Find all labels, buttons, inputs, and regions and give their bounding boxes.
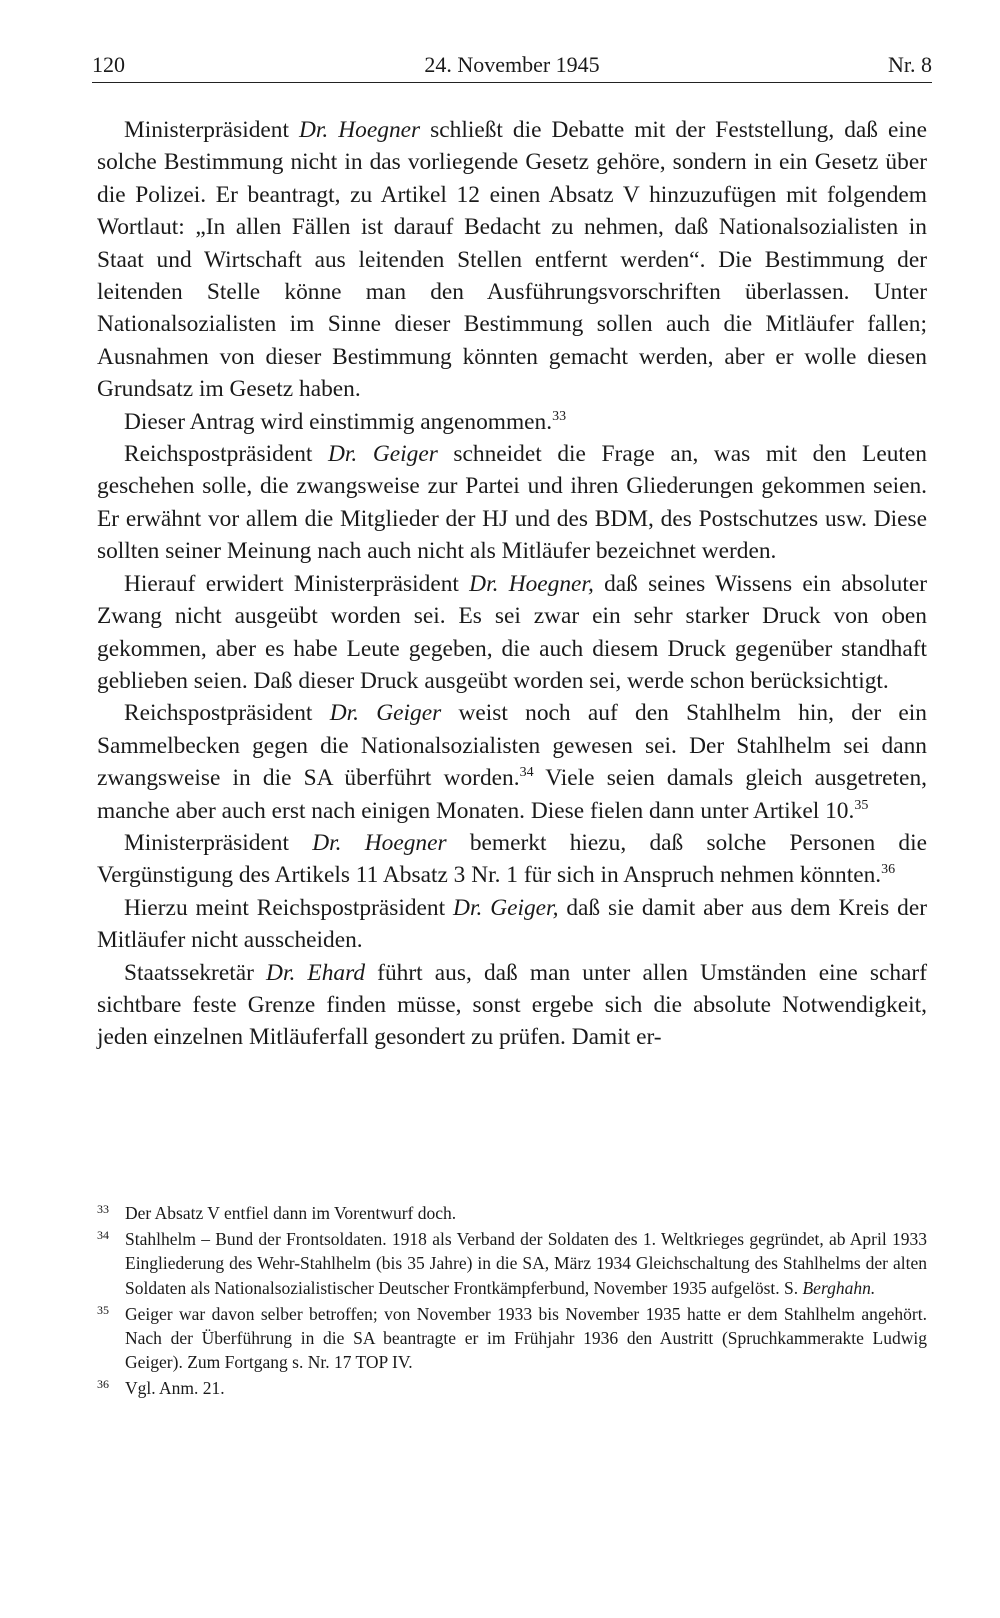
footnotes <box>97 1201 927 1403</box>
text-run: weist noch auf den Stahlhelm hin, der ein Sammelbecken gegen die Nationalsozialisten gewesen sei. Der Stahlhelm sei dann zwangsweise in die SA überführt worden. <box>97 700 927 792</box>
page-number: 120 <box>92 52 125 77</box>
person-name: Dr. Ehard <box>266 959 366 986</box>
footnote-number: 35 <box>97 1302 109 1317</box>
document-number: Nr. 8 <box>888 52 932 77</box>
person-name: Dr. Geiger <box>329 700 442 727</box>
text-run: schneidet die Frage an, was mit den Leuten geschehen solle, die zwangsweise zur Partei und ihren Gliederungen gekommen seien. Er erwähnt vor allem die Mitglieder der HJ und des BDM, des Postschutzes usw. Diese sollten seiner Meinung nach auch nicht als Mitläufer bezeichnet werden. <box>97 441 927 565</box>
footnote <box>97 1376 927 1400</box>
paragraph <box>97 438 927 568</box>
text-run: Hierauf erwidert Ministerpräsident <box>124 570 470 597</box>
footnote <box>97 1201 927 1225</box>
footnote-reference: 34 <box>519 765 534 781</box>
paragraph <box>97 892 927 957</box>
text-run: Vgl. Anm. 21. <box>125 1378 225 1399</box>
person-name: Dr. Geiger, <box>453 894 559 921</box>
text-run: Staatssekretär <box>124 959 267 986</box>
footnote-reference: 35 <box>854 797 869 813</box>
person-name: Dr. Hoegner, <box>469 570 594 597</box>
footnote-number: 33 <box>97 1202 109 1216</box>
paragraph <box>97 114 927 406</box>
text-run: Reichspostpräsident <box>124 700 330 727</box>
paragraph <box>97 957 927 1054</box>
text-run: Geiger war davon selber betroffen; von November 1933 bis November 1935 hatte er dem Stahlhelm angehört. Nach der Überführung in die SA beantragte er im Frühjahr 1936 den Austritt (Spruchkammerakte Ludwig Geiger). Zum Fortgang s. Nr. 17 TOP IV. <box>125 1303 927 1373</box>
footnote <box>97 1227 927 1300</box>
text-run: bemerkt hiezu, daß solche Personen die Vergünstigung des Artikels 11 Absatz 3 Nr. 1 für sich in Anspruch nehmen könnten. <box>97 829 928 889</box>
footnote <box>97 1302 927 1375</box>
paragraph <box>97 568 927 698</box>
text-run: daß sie damit aber aus dem Kreis der Mitläufer nicht ausscheiden. <box>97 894 927 954</box>
text-run: führt aus, daß man unter allen Umständen eine scharf sichtbare feste Grenze finden müsse, sonst ergebe sich die absolute Notwendigkeit, jeden einzelnen Mitläuferfall gesondert zu prüfen. Damit er- <box>97 959 927 1051</box>
text-run: Der Absatz V entfiel dann im Vorentwurf doch. <box>125 1203 457 1223</box>
person-name: Dr. Hoegner <box>312 829 447 856</box>
text-run: Viele seien damals gleich ausgetreten, manche aber auch erst nach einigen Monaten. Diese fielen dann unter Artikel 10. <box>97 765 927 824</box>
person-name: Berghahn. <box>802 1277 876 1298</box>
header-date: 24. November 1945 <box>424 52 600 77</box>
text-run: Ministerpräsident <box>124 829 313 856</box>
text-run: Reichspostpräsident <box>124 441 328 468</box>
paragraph <box>97 827 927 892</box>
text-run: Ministerpräsident <box>124 117 300 143</box>
paragraph <box>97 697 927 827</box>
footnote-number: 34 <box>97 1228 109 1243</box>
running-header <box>92 46 932 83</box>
footnote-number: 36 <box>97 1377 109 1392</box>
text-run: Stahlhelm – Bund der Frontsoldaten. 1918 als Verband der Soldaten des 1. Weltkrieges gegründet, ab April 1933 Eingliederung des Wehr-Stahlhelm (bis 35 Jahre) in die SA, März 1934 Gleichschaltung des Stahlhelms der alten Soldaten als Nationalsozialistischer Deutscher Frontkämpferbund, November 1935 aufgelöst. S. <box>125 1229 927 1298</box>
text-run: daß seines Wissens ein absoluter Zwang nicht ausgeübt worden sei. Es sei zwar ein sehr starker Druck von oben gekommen, aber es habe Leute gegeben, die auch diesem Druck gegenüber standhaft geblieben seien. Daß dieser Druck ausgeübt worden sei, werde schon berücksichtigt. <box>97 570 927 694</box>
main-text <box>97 114 927 1054</box>
paragraph <box>97 406 927 438</box>
text-run: schließt die Debatte mit der Feststellung, daß eine solche Bestimmung nicht in das vorliegende Gesetz gehöre, sondern in ein Gesetz über die Polizei. Er beantragt, zu Artikel 12 einen Absatz V hinzuzufügen mit folgendem Wortlaut: „In allen Fällen ist darauf Bedacht zu nehmen, daß Nationalsozialisten in Staat und Wirtschaft aus leitenden Stellen entfernt werden“. Die Bestimmung der leitenden Stelle könne man den Ausführungsvorschriften überlassen. Unter Nationalsozialisten im Sinne dieser Bestimmung sollen auch die Mitläufer fallen; Ausnahmen von dieser Bestimmung könnten gemacht werden, aber er wolle diesen Grundsatz im Gesetz haben. <box>97 117 927 403</box>
footnote-reference: 33 <box>552 408 567 424</box>
person-name: Dr. Geiger <box>328 441 438 468</box>
footnote-reference: 36 <box>881 862 896 878</box>
person-name: Dr. Hoegner <box>299 117 421 143</box>
text-run: Dieser Antrag wird einstimmig angenommen. <box>124 408 553 435</box>
text-run: Hierzu meint Reichspostpräsident <box>124 894 454 921</box>
